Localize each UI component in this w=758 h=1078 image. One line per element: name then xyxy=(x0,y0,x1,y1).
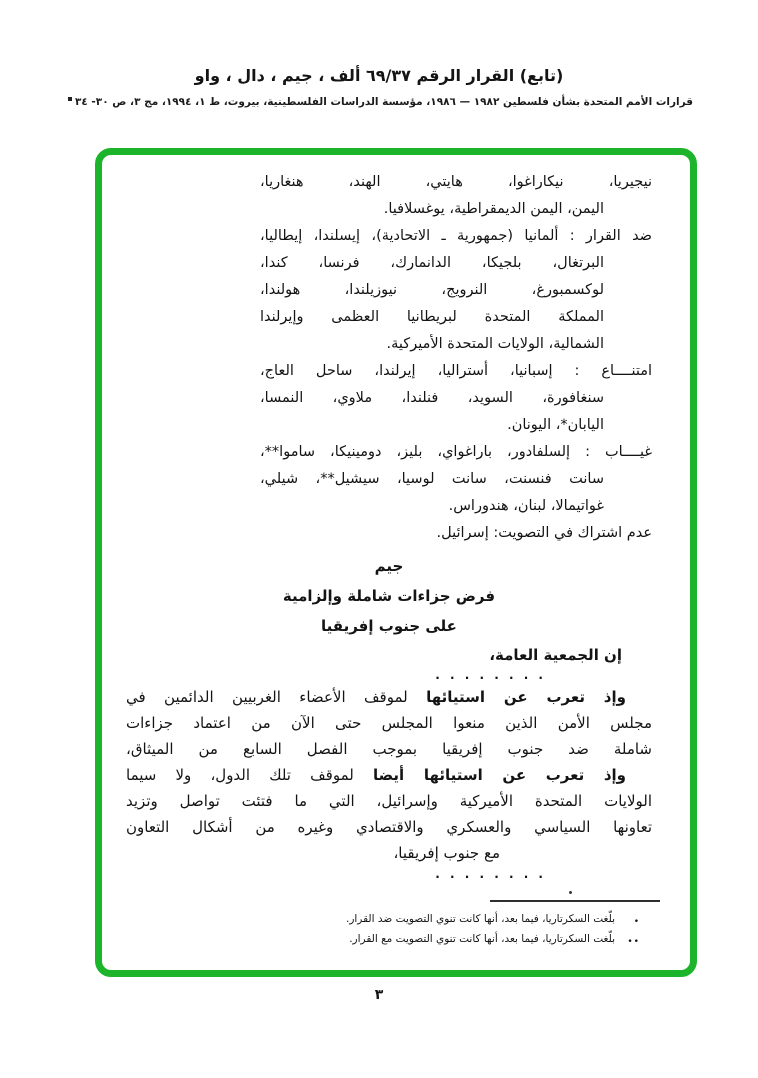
section-title-line1: فرض جزاءات شاملة وإلزامية xyxy=(282,587,496,605)
vote-list-line: اليابان*، اليونان. xyxy=(507,417,604,433)
section-title-line2: على جنوب إفريقيا xyxy=(321,617,457,635)
vote-list-line: البرتغال، بلجيكا، الدانمارك، فرنسا، كندا، xyxy=(260,255,604,271)
scan-dot-artifact xyxy=(569,891,572,894)
vote-results-list xyxy=(260,169,652,547)
source-citation xyxy=(0,96,758,108)
vote-list-line: غواتيمالا، لبنان، هندوراس. xyxy=(448,498,604,514)
resolution-text xyxy=(126,643,652,883)
paragraph-lead-bold: وإذ تعرب عن استيائها xyxy=(426,688,626,706)
footnote-text: بلّغت السكرتاريا، فيما بعد، أنها كانت تنوي التصويت ضد القرار. xyxy=(345,913,615,925)
paragraph-1 xyxy=(126,684,652,762)
vote-list-line: نيجيريا، نيكاراغوا، هايتي، الهند، هنغاريا، xyxy=(260,174,652,190)
scan-artifact-mark xyxy=(68,97,72,101)
footnote-marker: •• xyxy=(627,937,640,947)
paragraph-line: تعاونها السياسي والعسكري والاقتصادي وغيره من أشكال التعاون xyxy=(126,818,652,836)
abstention-label-line: امتنــــاع : إسبانيا، أستراليا، إيرلندا، ساحل العاج، xyxy=(260,363,652,379)
paragraph-line: مجلس الأمن الذين منعوا المجلس حتى الآن من اعتماد جزاءات xyxy=(126,714,652,732)
section-c-headings xyxy=(126,551,652,641)
document-frame xyxy=(95,148,697,977)
section-letter: جيم xyxy=(374,557,404,575)
footnote-text: بلّغت السكرتاريا، فيما بعد، أنها كانت تنوي التصويت مع القرار. xyxy=(349,933,615,945)
paragraph-line: الولايات المتحدة الأميركية وإسرائيل، التي ما فتئت تواصل وتزيد xyxy=(126,792,652,810)
paragraph-line: شاملة ضد جنوب إفريقيا بموجب الفصل السابع من الميثاق، xyxy=(126,740,652,758)
vote-list-line: سانت فنسنت، سانت لوسيا، سيشيل**، شيلي، xyxy=(260,471,604,487)
paragraph-line xyxy=(126,762,626,788)
footnote-item xyxy=(126,911,640,931)
paragraph-line: مع جنوب إفريقيا، xyxy=(393,844,500,862)
opening-phrase: إن الجمعية العامة، xyxy=(489,646,622,664)
document-content xyxy=(102,155,690,970)
paragraph-2 xyxy=(126,762,652,866)
omission-dots: . . . . . . . . xyxy=(435,867,546,881)
vote-list-line: المملكة المتحدة لبريطانيا العظمى وإيرلندا xyxy=(260,309,604,325)
paragraph-line-rest: لموقف تلك الدول، ولا سيما xyxy=(126,766,354,784)
vote-against-label-line: ضد القرار : ألمانيا (جمهورية ـ الاتحادية)، إيسلندا، إيطاليا، xyxy=(260,228,652,244)
paragraph-line xyxy=(126,684,626,710)
vote-list-line: الشمالية، الولايات المتحدة الأميركية. xyxy=(386,336,604,352)
non-participation-line: عدم اشتراك في التصويت: إسرائيل. xyxy=(436,525,652,541)
vote-list-line: اليمن، اليمن الديمقراطية، يوغسلافيا. xyxy=(383,201,604,217)
page-header xyxy=(0,66,758,108)
resolution-title: (تابع) القرار الرقم ٦٩/٣٧ ألف ، جيم ، دال ، واو xyxy=(194,66,564,85)
footnote-marker: • xyxy=(633,917,640,927)
footnote-divider xyxy=(490,900,660,902)
vote-list-line: لوكسمبورغ، النرويج، نيوزيلندا، هولندا، xyxy=(260,282,604,298)
footnotes xyxy=(126,911,640,951)
vote-list-line: سنغافورة، السويد، فنلندا، ملاوي، النمسا، xyxy=(260,390,604,406)
source-citation-text: قرارات الأمم المتحدة بشأن فلسطين ١٩٨٢ — ١٩٨٦، مؤسسة الدراسات الفلسطينية، بيروت، ط ١، ١٩٩٤، مج ٣، ص ٣٠- ٣٤ xyxy=(74,96,694,108)
paragraph-lead-bold: وإذ تعرب عن استيائها أيضا xyxy=(373,766,626,784)
paragraph-line-rest: لموقف الأعضاء الغربيين الدائمين في xyxy=(126,688,408,706)
omission-dots: . . . . . . . . xyxy=(435,668,546,682)
page-number: ٣ xyxy=(374,987,384,1003)
absent-label-line: غيــــاب : إلسلفادور، باراغواي، بليز، دومينيكا، ساموا**، xyxy=(260,444,652,460)
footnote-item xyxy=(126,931,640,951)
